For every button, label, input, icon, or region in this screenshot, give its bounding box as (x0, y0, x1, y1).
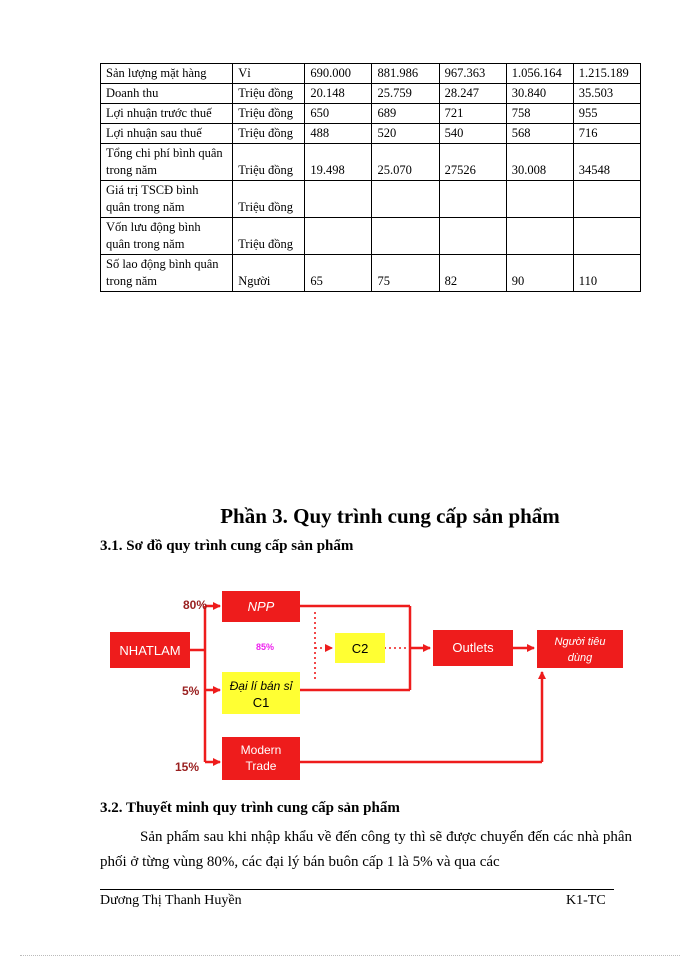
value-cell: 568 (506, 124, 573, 144)
row-label-line: trong năm (106, 163, 158, 177)
value-cell: 28.247 (439, 84, 506, 104)
unit-cell: Triệu đồng (233, 84, 305, 104)
row-label-line: Sản lượng mặt hàng (106, 66, 207, 80)
footer-divider (100, 889, 614, 890)
outlets-label: Outlets (452, 640, 494, 655)
row-label-line: Lợi nhuận trước thuế (106, 106, 212, 120)
c2-label: C2 (351, 641, 369, 656)
pct-modern-trade-label: 15% (175, 760, 200, 774)
row-label-line: Doanh thu (106, 86, 159, 100)
body-paragraph: Sản phẩm sau khi nhập khẩu về đến công ty thì sẽ được chuyển đến các nhà phân phối ở từng vùng 80%, các đại lý bán buôn cấp 1 là 5% và qua các (100, 829, 632, 870)
value-cell: 25.759 (372, 84, 439, 104)
value-cell: 716 (573, 124, 640, 144)
npp-label: NPP (247, 599, 275, 614)
value-cell: 540 (439, 124, 506, 144)
value-cell: 110 (573, 255, 640, 292)
modern-trade-label-line1: Modern (240, 743, 282, 757)
nhatlam-label: NHATLAM (119, 643, 181, 658)
modern-trade-label-line2: Trade (245, 759, 277, 773)
value-cell: 955 (573, 104, 640, 124)
value-cell: 20.148 (305, 84, 372, 104)
value-cell: 34548 (573, 144, 640, 181)
value-cell: 721 (439, 104, 506, 124)
unit-cell: Triệu đồng (233, 124, 305, 144)
row-label-line: Vốn lưu động bình (106, 220, 201, 234)
section-3-2-title: 3.2. Thuyết minh quy trình cung cấp sản phẩm (100, 800, 400, 816)
pct-npp-label: 80% (183, 598, 208, 612)
row-label-line: Tổng chi phí bình quân (106, 146, 223, 160)
value-cell: 30.008 (506, 144, 573, 181)
value-cell: 90 (506, 255, 573, 292)
unit-cell: Vỉ (233, 64, 305, 84)
pct-c2-label: 85% (256, 642, 275, 652)
value-cell: 75 (372, 255, 439, 292)
unit-cell: Triệu đồng (233, 218, 305, 255)
unit-cell: Triệu đồng (233, 144, 305, 181)
value-cell: 27526 (439, 144, 506, 181)
row-label-line: quân trong năm (106, 237, 185, 251)
value-cell: 689 (372, 104, 439, 124)
row-label-line: quân trong năm (106, 200, 185, 214)
unit-cell: Triệu đồng (233, 181, 305, 218)
unit-cell: Người (233, 255, 305, 292)
value-cell: 758 (506, 104, 573, 124)
row-label-line: trong năm (106, 274, 158, 288)
part-title: Phần 3. Quy trình cung cấp sản phẩm (220, 504, 560, 528)
value-cell: 30.840 (506, 84, 573, 104)
value-cell: 35.503 (573, 84, 640, 104)
page-bottom-edge (20, 955, 680, 956)
section-3-1-title: 3.1. Sơ đồ quy trình cung cấp sản phẩm (100, 538, 354, 554)
value-cell: 65 (305, 255, 372, 292)
value-cell: 650 (305, 104, 372, 124)
value-cell: 488 (305, 124, 372, 144)
value-cell: 881.986 (372, 64, 439, 84)
value-cell: 19.498 (305, 144, 372, 181)
value-cell: 520 (372, 124, 439, 144)
row-label-line: Giá trị TSCĐ bình (106, 183, 199, 197)
value-cell: 25.070 (372, 144, 439, 181)
unit-cell: Triệu đồng (233, 104, 305, 124)
c1-label-line2: C1 (252, 695, 270, 710)
c1-label-line1: Đại lí bán sỉ (229, 679, 293, 693)
value-cell: 690.000 (305, 64, 372, 84)
row-label-line: Số lao động bình quân (106, 257, 219, 271)
value-cell: 967.363 (439, 64, 506, 84)
row-label-line: Lợi nhuận sau thuế (106, 126, 202, 140)
consumer-label-line2: dùng (567, 652, 593, 664)
value-cell: 1.056.164 (506, 64, 573, 84)
pct-c1-label: 5% (182, 684, 200, 698)
footer-class-code: K1-TC (566, 893, 606, 908)
value-cell: 82 (439, 255, 506, 292)
consumer-label-line1: Người tiêu (554, 636, 606, 648)
footer-author: Dương Thị Thanh Huyền (100, 893, 242, 908)
value-cell: 1.215.189 (573, 64, 640, 84)
